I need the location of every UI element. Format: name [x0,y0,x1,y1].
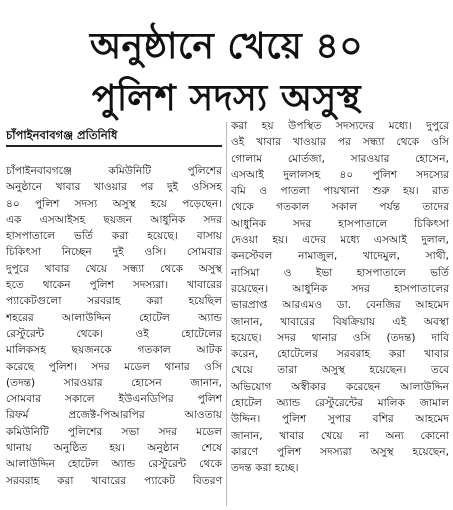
text-line: ৪০ পুলিশ সদস্য অসুস্থ হয়ে পড়েছেন। [6,197,222,210]
text-line: দুপুরে খাবার খেয়ে সন্ধ্যা থেকে অসুস্থ [6,262,222,275]
text-line: (তদন্ত) সারওয়ার হোসেন জানান, [6,376,222,389]
text-line: সরবরাহ করা খাবারের প্যাকেট বিতরণ [6,474,222,487]
article-column-right [231,118,449,477]
text-line: করেন, হোটেলের সরবরাহ করা খাবার [231,348,449,361]
text-line: কনস্টেবল নামাজুল, খাদেমুল, সাথী, [231,250,449,263]
text-line: রেস্টুরেন্ট থেকে। ওই হোটেলের [6,327,222,340]
text-line: খেয়ে তারা অসুস্থ হয়েছেন। তবে [231,364,449,377]
text-line: থানায় অনুষ্ঠিত হয়। অনুষ্ঠান শেষে [6,442,222,455]
text-line: কারণে পুলিশ সদস্যরা অসুস্থ হয়েছেন, [231,445,449,458]
text-line: কমিউনিটি পুলিশের সভা সদর মডেল [6,425,222,438]
text-line: ভারপ্রাপ্ত আরএমও ডা. বেনজির আহমেদ [231,299,449,312]
headline-line-1: অনুষ্ঠানে খেয়ে ৪০ [89,26,364,67]
text-line: অনুষ্ঠানে খাবার খাওয়ার পর দুই ওসিসহ [6,181,222,194]
text-line: মালিকসহ ছয়জনকে গতকাল আটক [6,344,222,357]
column-divider [226,122,227,506]
text-line: প্যাকেটগুলো সরবরাহ করা হয়েছিল [6,295,222,308]
text-line: চিকিৎসা নিচ্ছেন দুই ওসি। সোমবার [6,246,222,259]
text-line: রিফর্ম প্রজেক্ট-পিআরপির আওতায় [6,409,222,422]
text-line: নাসিমা ও ইভা হাসপাতালে ভর্তি [231,266,449,279]
text-line: এক এসআইসহ ছয়জন আধুনিক সদর [6,213,222,226]
text-line: আধুনিক সদর হাসপাতালে চিকিৎসা [231,217,449,230]
text-line: হতে থাকেন পুলিশ সদস্যরা। খাবারের [6,279,222,292]
text-line: থেকে গতকাল সকাল পর্যন্ত তাদের [231,201,449,214]
text-line: আলাউদ্দিন হোটেল অ্যান্ড রেস্টুরেন্ট থেকে [6,458,222,471]
text-line: গোলাম মোর্তজা, সারওয়ার হোসেন, [231,152,449,165]
text-line: জানান, খাবারের বিষক্রিয়ায় এই অবস্থা [231,315,449,328]
text-line: চাঁপাইনবাবগঞ্জে কমিউনিটি পুলিশের [6,165,222,177]
headline-line-2: পুলিশ সদস্য অসুস্থ [91,78,362,119]
text-line: রয়েছেন। আধুনিক সদর হাসপাতালের [231,282,449,295]
text-line: সোমবার সকালে ইউএনডিপির পুলিশ [6,393,222,406]
byline-underline [6,145,222,147]
text-line: এসআই দুলালসহ ৪০ পুলিশ সদস্যের [231,168,449,181]
text-line: অভিযোগ অস্বীকার করেছেন আলাউদ্দিন [231,380,449,393]
text-line: হয়েছে। সদর থানার ওসি (তদন্ত) দাবি [231,331,449,344]
text-line: করা হয় উপস্থিত সদস্যদের মধ্যে। দুপুরে [231,120,449,132]
text-line: শহরের আলাউদ্দিন হোটেল অ্যান্ড [6,311,222,324]
text-line: দেওয়া হয়। এদের মধ্যে এসআই দুলাল, [231,234,449,247]
text-line last-line: তদন্ত করা হচ্ছে। [231,462,299,475]
text-line: করেছে পুলিশ। সদর মডেল থানার ওসি [6,360,222,373]
text-line: ওই খাবার খাওয়ার পর সন্ধ্যা থেকে ওসি [231,136,449,149]
text-line: বমি ও পাতলা পায়খানা শুরু হয়। রাত [231,185,449,198]
text-line: হোটেল অ্যান্ড রেস্টুরেন্টের মালিক জামাল [231,397,449,410]
text-line: জানান, খাবার খেয়ে না অন্য কোনো [231,429,449,442]
article-column-left [6,163,222,489]
text-line: হাসপাতালে ভর্তি করা হয়েছে। বাসায় [6,230,222,243]
byline: চাঁপাইনবাবগঞ্জ প্রতিনিধি [6,128,118,142]
text-line: উদ্দিন। পুলিশ সুপার বশির আহমেদ [231,413,449,426]
